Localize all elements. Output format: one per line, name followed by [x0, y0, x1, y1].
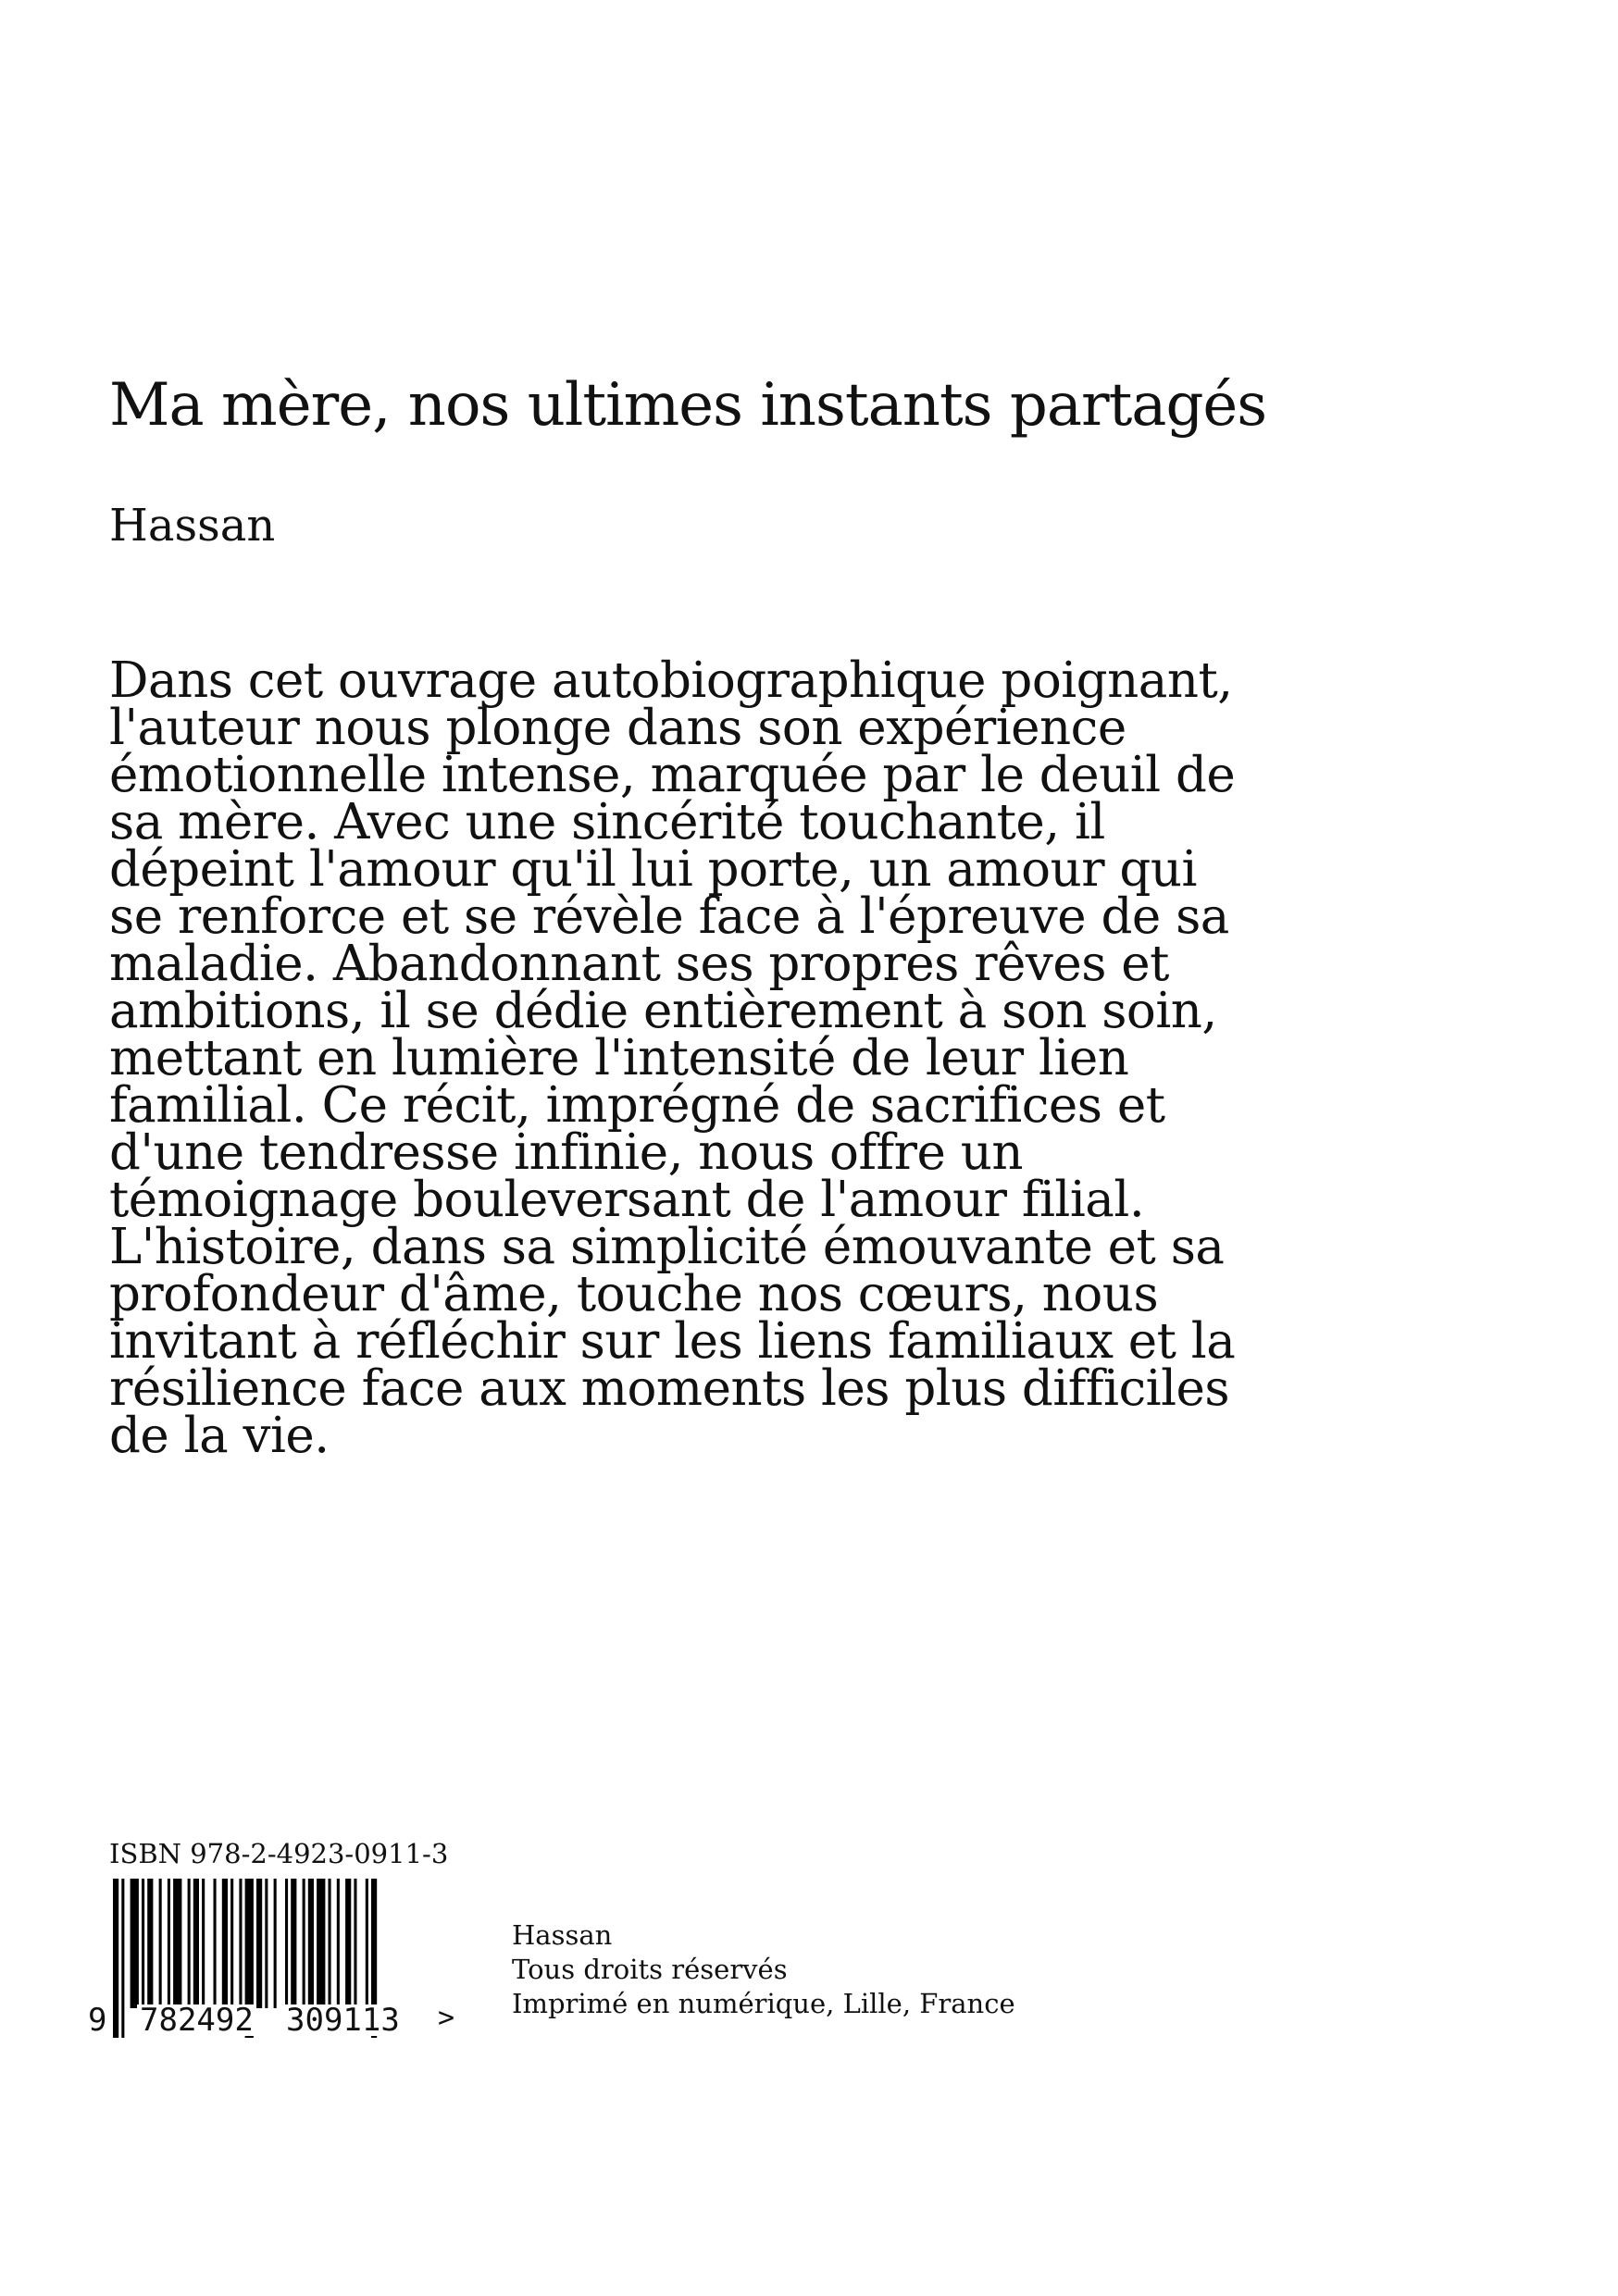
summary-line: profondeur d'âme, touche nos cœurs, nous [109, 1266, 1159, 1322]
book-summary [109, 652, 1313, 1464]
publisher-block [512, 1918, 1015, 2021]
summary-line: familial. Ce récit, imprégné de sacrifices et [109, 1077, 1165, 1134]
barcode-bar [329, 1879, 331, 2008]
barcode-digits-right: 309113 [283, 2004, 403, 2036]
barcode-bar [168, 1879, 170, 2008]
isbn-label: ISBN 978-2-4923-0911-3 [109, 1838, 449, 1869]
summary-line: de la vie. [109, 1408, 330, 1464]
barcode-bar [303, 1879, 305, 2008]
summary-line: invitant à réfléchir sur les liens familiaux et la [109, 1313, 1236, 1370]
summary-line: sa mère. Avec une sincérité touchante, il [109, 794, 1105, 850]
book-title: Ma mère, nos ultimes instants partagés [109, 371, 1267, 440]
barcode-bar [354, 1879, 356, 2008]
author-name: Hassan [109, 500, 276, 552]
summary-line: ambitions, il se dédie entièrement à son soin, [109, 983, 1217, 1039]
summary-line: mettant en lumière l'intensité de leur lien [109, 1030, 1129, 1086]
summary-line: se renforce et se révèle face à l'épreuve de sa [109, 888, 1229, 945]
barcode-bar [173, 1879, 181, 2008]
barcode-bar [256, 1879, 262, 2008]
summary-line: dépeint l'amour qu'il lui porte, un amour qui [109, 841, 1197, 898]
barcode-bar [188, 1879, 191, 2008]
rights-notice: Tous droits réservés [512, 1954, 788, 1985]
barcode-bar [265, 1879, 268, 2008]
barcode-digits-left: 782492 [137, 2004, 256, 2036]
summary-line: témoignage bouleversant de l'amour filial. [109, 1172, 1145, 1228]
barcode-bar [222, 1879, 228, 2008]
summary-line: L'histoire, dans sa simplicité émouvante et sa [109, 1219, 1225, 1275]
barcode-quiet-zone-marker: > [438, 2002, 455, 2034]
barcode-bar [193, 1879, 199, 2008]
barcode-bar [202, 1879, 205, 2008]
barcode-bar [147, 1879, 153, 2008]
barcode-bar [274, 1879, 277, 2008]
summary-line: résilience face aux moments les plus difficiles [109, 1360, 1230, 1417]
barcode-bar [366, 1879, 368, 2008]
barcode-bar [345, 1879, 351, 2008]
barcode-bar [142, 1879, 144, 2008]
barcode-bar [291, 1879, 296, 2008]
barcode-bar [239, 1879, 242, 2008]
publisher-name: Hassan [512, 1919, 613, 1951]
summary-line: d'une tendresse infinie, nous offre un [109, 1124, 1023, 1181]
barcode-bar [285, 1879, 288, 2008]
summary-line: Dans cet ouvrage autobiographique poignant, [109, 652, 1233, 709]
barcode-bar [159, 1879, 162, 2008]
barcode-bar [308, 1879, 314, 2008]
print-notice: Imprimé en numérique, Lille, France [512, 1988, 1015, 2019]
summary-line: maladie. Abandonnant ses propres rêves et [109, 936, 1169, 992]
barcode-bar [121, 1879, 124, 2038]
barcode-bar [113, 1879, 118, 2038]
barcode-bar [214, 1879, 217, 2008]
barcode-bar [337, 1879, 340, 2008]
barcode-bar [131, 1879, 139, 2008]
barcode-bar [317, 1879, 325, 2008]
barcode-digit-lead: 9 [88, 2002, 107, 2039]
summary-line: l'auteur nous plonge dans son expérience [109, 700, 1126, 756]
barcode-bar [230, 1879, 233, 2008]
summary-line: émotionnelle intense, marquée par le deuil de [109, 747, 1236, 803]
